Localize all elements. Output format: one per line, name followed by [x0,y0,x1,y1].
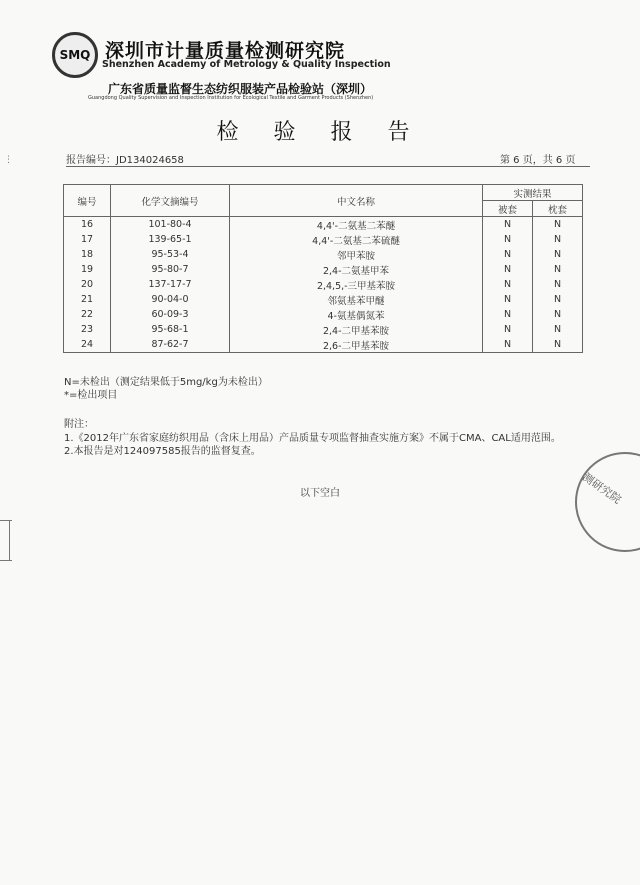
cell-no: 24 [64,337,111,353]
binding-tick [0,560,12,561]
cell-cas: 90-04-0 [111,292,230,307]
cell-no: 22 [64,307,111,322]
report-number: 报告编号：JD134024658 [66,155,184,166]
col-header-name: 中文名称 [230,185,483,217]
cell-pillowcase: N [533,277,583,292]
cell-name: 2,4,5,-三甲基苯胺 [230,277,483,292]
org-name-cn: 深圳市计量质量检测研究院 [105,40,346,62]
cell-pillowcase: N [533,262,583,277]
cell-quilt-cover: N [483,232,533,247]
cell-name: 2,4-二氨基甲苯 [230,262,483,277]
cell-quilt-cover: N [483,292,533,307]
cell-quilt-cover: N [483,322,533,337]
cell-cas: 95-80-7 [111,262,230,277]
cell-quilt-cover: N [483,277,533,292]
table-row [64,262,583,277]
cell-pillowcase: N [533,217,583,233]
legend-not-detected: N=未检出（测定结果低于5mg/kg为未检出） [64,377,268,388]
cell-cas: 87-62-7 [111,337,230,353]
cell-name: 2,6-二甲基苯胺 [230,337,483,353]
cell-no: 18 [64,247,111,262]
cell-cas: 137-17-7 [111,277,230,292]
legend-detected: *=检出项目 [64,390,118,401]
cell-no: 19 [64,262,111,277]
station-name-en: Guangdong Quality Supervision and Inspection Institution for Ecological Textile and Garment Products (Shenzhen) [88,95,374,101]
table-row [64,307,583,322]
cell-quilt-cover: N [483,217,533,233]
smq-logo: SMQ [52,32,98,78]
cell-name: 4,4'-二氨基二苯醚 [230,217,483,233]
station-name-cn: 广东省质量监督生态纺织服装产品检验站（深圳） [108,82,373,96]
table-row [64,322,583,337]
table-row [64,232,583,247]
seal-text: 测研究院 [579,470,624,507]
col-header-quilt-cover: 被套 [483,201,533,217]
cell-cas: 139-65-1 [111,232,230,247]
table-row [64,292,583,307]
cell-name: 邻氨基苯甲醚 [230,292,483,307]
cell-no: 23 [64,322,111,337]
results-table [63,184,583,353]
legend [64,376,268,402]
cell-no: 16 [64,217,111,233]
binding-tick [0,520,12,521]
cell-cas: 60-09-3 [111,307,230,322]
cell-pillowcase: N [533,292,583,307]
cell-name: 2,4-二甲基苯胺 [230,322,483,337]
page-title: 检 验 报 告 [216,120,424,145]
col-header-pillowcase: 枕套 [533,201,583,217]
header-divider [66,166,590,167]
cell-name: 邻甲苯胺 [230,247,483,262]
table-row [64,247,583,262]
page-indicator: 第 6 页，共 6 页 [500,155,576,166]
cell-no: 17 [64,232,111,247]
cell-quilt-cover: N [483,337,533,353]
cell-pillowcase: N [533,247,583,262]
annex [64,418,584,459]
col-header-result: 实测结果 [483,185,583,201]
col-header-no: 编号 [64,185,111,217]
cell-cas: 95-53-4 [111,247,230,262]
table-row [64,337,583,353]
annex-item-2: 2.本报告是对124097585报告的监督复查。 [64,446,261,457]
cell-no: 21 [64,292,111,307]
cell-no: 20 [64,277,111,292]
cell-cas: 101-80-4 [111,217,230,233]
cell-pillowcase: N [533,322,583,337]
cell-quilt-cover: N [483,247,533,262]
cell-name: 4,4'-二氨基二苯硫醚 [230,232,483,247]
cell-pillowcase: N [533,232,583,247]
blank-below-note: 以下空白 [300,488,340,499]
table-row [64,217,583,233]
col-header-cas: 化学文摘编号 [111,185,230,217]
binding-mark: ⋮ [4,155,13,165]
binding-line [9,520,10,560]
results-body [64,217,583,353]
cell-pillowcase: N [533,337,583,353]
annex-heading: 附注： [64,419,94,430]
cell-quilt-cover: N [483,262,533,277]
table-row [64,277,583,292]
org-name-en: Shenzhen Academy of Metrology & Quality Inspection [102,59,391,70]
cell-cas: 95-68-1 [111,322,230,337]
cell-quilt-cover: N [483,307,533,322]
cell-pillowcase: N [533,307,583,322]
annex-item-1: 1.《2012年广东省家庭纺织用品（含床上用品）产品质量专项监督抽查实施方案》不属于CMA、CAL适用范围。 [64,432,561,444]
cell-name: 4-氨基偶氮苯 [230,307,483,322]
